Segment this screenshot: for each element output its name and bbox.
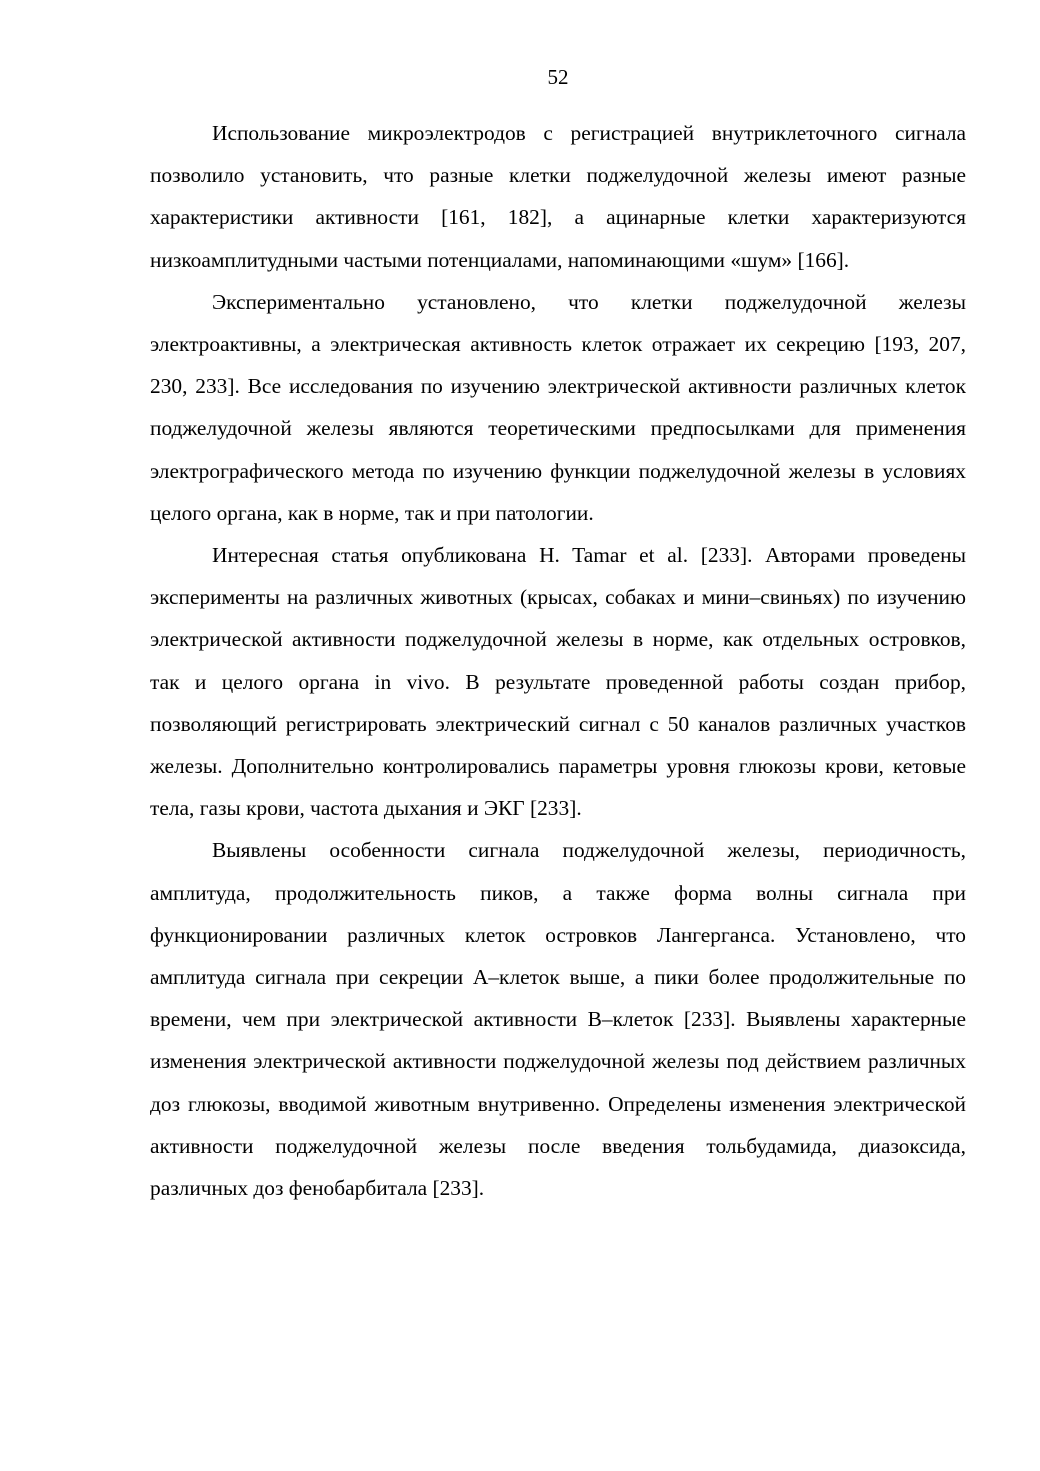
page-number: 52 [547,65,569,89]
paragraph-tamar-study: Интересная статья опубликована H. Tamar et al. [233]. Авторами проведены эксперименты на различных животных (крысах, собаках и мини–свиньях) по изучению электрической активности поджелудочной железы в норме, как отдельных островков, так и целого органа in vivo. В результате проведенной работы создан прибор, позволяющий регистрировать электрический сигнал с 50 каналов различных участков железы. Дополнительно контролировались параметры уровня глюкозы крови, кетовые тела, газы крови, частота дыхания и ЭКГ [233]. [150,543,966,821]
body-text [150,112,966,1209]
paragraph-signal-features: Выявлены особенности сигнала поджелудочной железы, периодичность, амплитуда, продолжительность пиков, а также форма волны сигнала при функционировании различных клеток островков Лангерганса. Установлено, что амплитуда сигнала при секреции А–клеток выше, а пики более продолжительные по времени, чем при электрической активности В–клеток [233]. Выявлены характерные изменения электрической активности поджелудочной железы под действием различных доз глюкозы, вводимой животным внутривенно. Определены изменения электрической активности поджелудочной железы после введения тольбудамида, диазоксида, различных доз фенобарбитала [233]. [150,838,966,1201]
paragraph-microelectrodes: Использование микроэлектродов с регистрацией внутриклеточного сигнала позволило установить, что разные клетки поджелудочной железы имеют разные характеристики активности [161, 182], а ацинарные клетки характеризуются низкоамплитудными частыми потенциалами, напоминающими «шум» [166]. [150,121,966,272]
paragraph-electroactivity: Экспериментально установлено, что клетки поджелудочной железы электроактивны, а электрическая активность клеток отражает их секрецию [193, 207, 230, 233]. Все исследования по изучению электрической активности различных клеток поджелудочной железы являются теоретическими предпосылками для применения электрографического метода по изучению функции поджелудочной железы в условиях целого органа, как в норме, так и при патологии. [150,289,966,525]
